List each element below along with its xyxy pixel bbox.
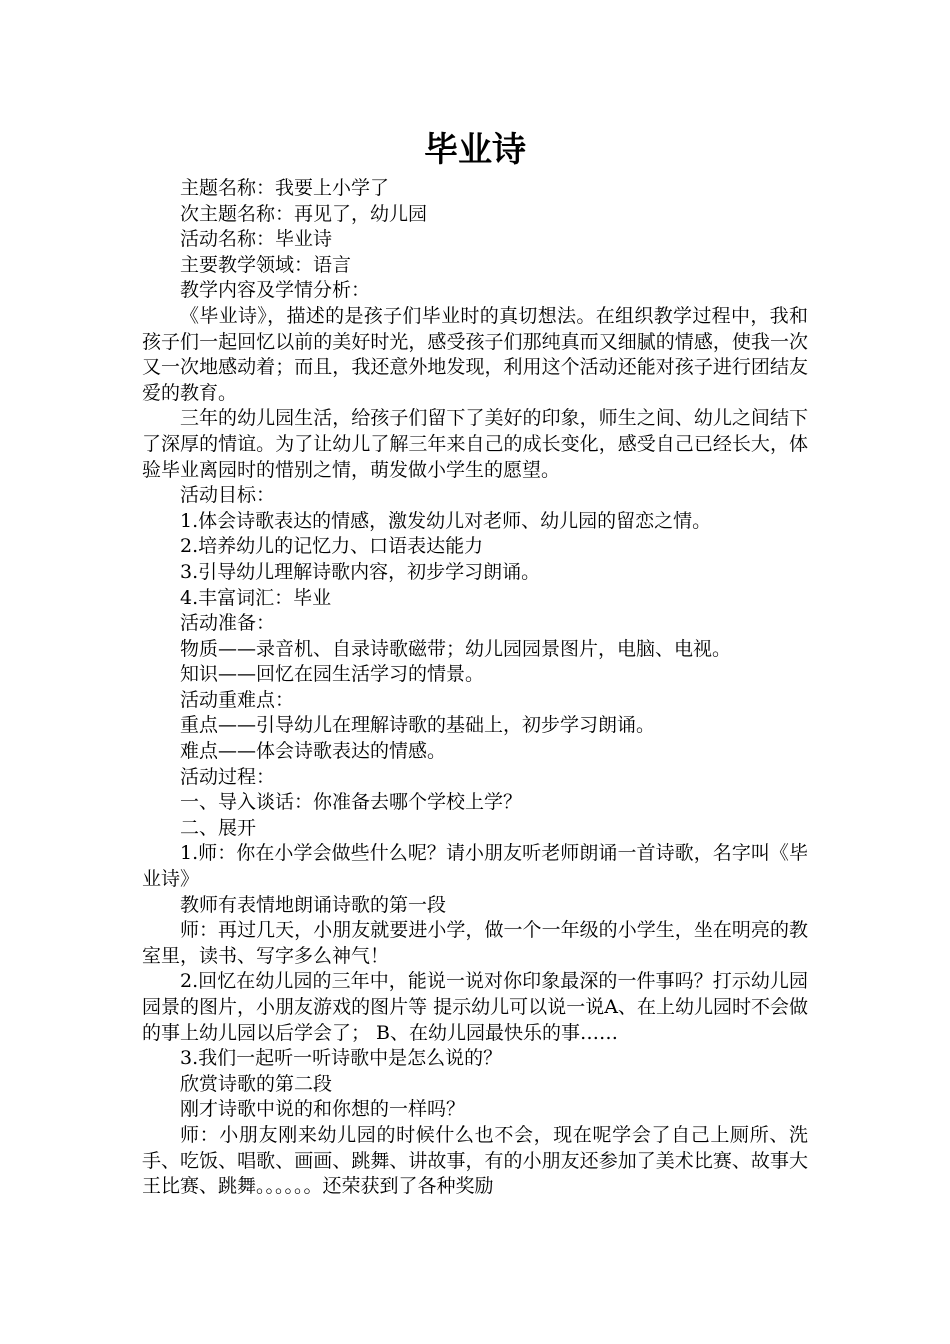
process-paragraph: 师：再过几天，小朋友就要进小学，做一个一年级的小学生，坐在明亮的教室里，读书、写字多么神气！ — [142, 919, 808, 967]
document-title: 毕业诗 — [424, 130, 526, 170]
process-paragraph: 2.回忆在幼儿园的三年中，能说一说对你印象最深的一件事吗？打示幼儿园园景的图片，小朋友游戏的图片等 提示幼儿可以说一说A、在上幼儿园时不会做的事上幼儿园以后学会了； B、在幼儿园最快乐的事…… — [142, 970, 808, 1044]
subtheme-name: 次主题名称：再见了，幼儿园 — [180, 202, 428, 225]
process-paragraph: 3.我们一起听一听诗歌中是怎么说的？ — [180, 1047, 503, 1070]
activity-name: 活动名称：毕业诗 — [180, 228, 333, 251]
preparation-item: 物质——录音机、自录诗歌磁带；幼儿园园景图片，电脑、电视。 — [180, 637, 732, 660]
objectives-heading: 活动目标： — [180, 484, 276, 507]
preparation-item: 知识——回忆在园生活学习的情景。 — [180, 663, 485, 686]
process-paragraph: 欣赏诗歌的第二段 — [180, 1072, 333, 1095]
key-points-heading: 活动重难点： — [180, 688, 295, 711]
objective-item: 1.体会诗歌表达的情感，激发幼儿对老师、幼儿园的留恋之情。 — [180, 509, 712, 532]
document-body — [142, 176, 808, 1200]
key-point-item: 重点——引导幼儿在理解诗歌的基础上，初步学习朗诵。 — [180, 714, 656, 737]
process-step: 一、导入谈话：你准备去哪个学校上学？ — [180, 791, 523, 814]
theme-name: 主题名称：我要上小学了 — [180, 177, 390, 199]
process-heading: 活动过程： — [180, 765, 276, 788]
process-paragraph: 师：小朋友刚来幼儿园的时候什么也不会，现在呢学会了自己上厕所、洗手、吃饭、唱歌、画画、跳舞、讲故事，有的小朋友还参加了美术比赛、故事大王比赛、跳舞。。。。。。还荣获到了各种奖励 — [142, 1123, 808, 1198]
key-point-item: 难点——体会诗歌表达的情感。 — [180, 740, 447, 763]
analysis-paragraph: 《毕业诗》，描述的是孩子们毕业时的真切想法。在组织教学过程中，我和孩子们一起回忆以前的美好时光，感受孩子们那纯真而又细腻的情感，使我一次又一次地感动着；而且，我还意外地发现，利用这个活动还能对孩子进行团结友爱的教育。 — [142, 304, 808, 404]
analysis-paragraph: 三年的幼儿园生活，给孩子们留下了美好的印象，师生之间、幼儿之间结下了深厚的情谊。为了让幼儿了解三年来自己的成长变化，感受自己已经长大，体验毕业离园时的惜别之情，萌发做小学生的愿望。 — [142, 407, 808, 481]
objective-item: 4.丰富词汇：毕业 — [180, 586, 332, 609]
content-analysis-heading: 教学内容及学情分析： — [180, 279, 371, 302]
process-paragraph: 教师有表情地朗诵诗歌的第一段 — [180, 893, 447, 916]
objective-item: 2.培养幼儿的记忆力、口语表达能力 — [180, 535, 484, 558]
process-paragraph: 刚才诗歌中说的和你想的一样吗？ — [180, 1098, 466, 1121]
preparation-heading: 活动准备： — [180, 612, 276, 635]
teaching-domain: 主要教学领域：语言 — [180, 253, 352, 276]
process-step: 二、展开 — [180, 816, 257, 839]
process-paragraph: 1.师：你在小学会做些什么呢？请小朋友听老师朗诵一首诗歌，名字叫《毕业诗》 — [142, 842, 808, 891]
objective-item: 3.引导幼儿理解诗歌内容，初步学习朗诵。 — [180, 560, 541, 583]
